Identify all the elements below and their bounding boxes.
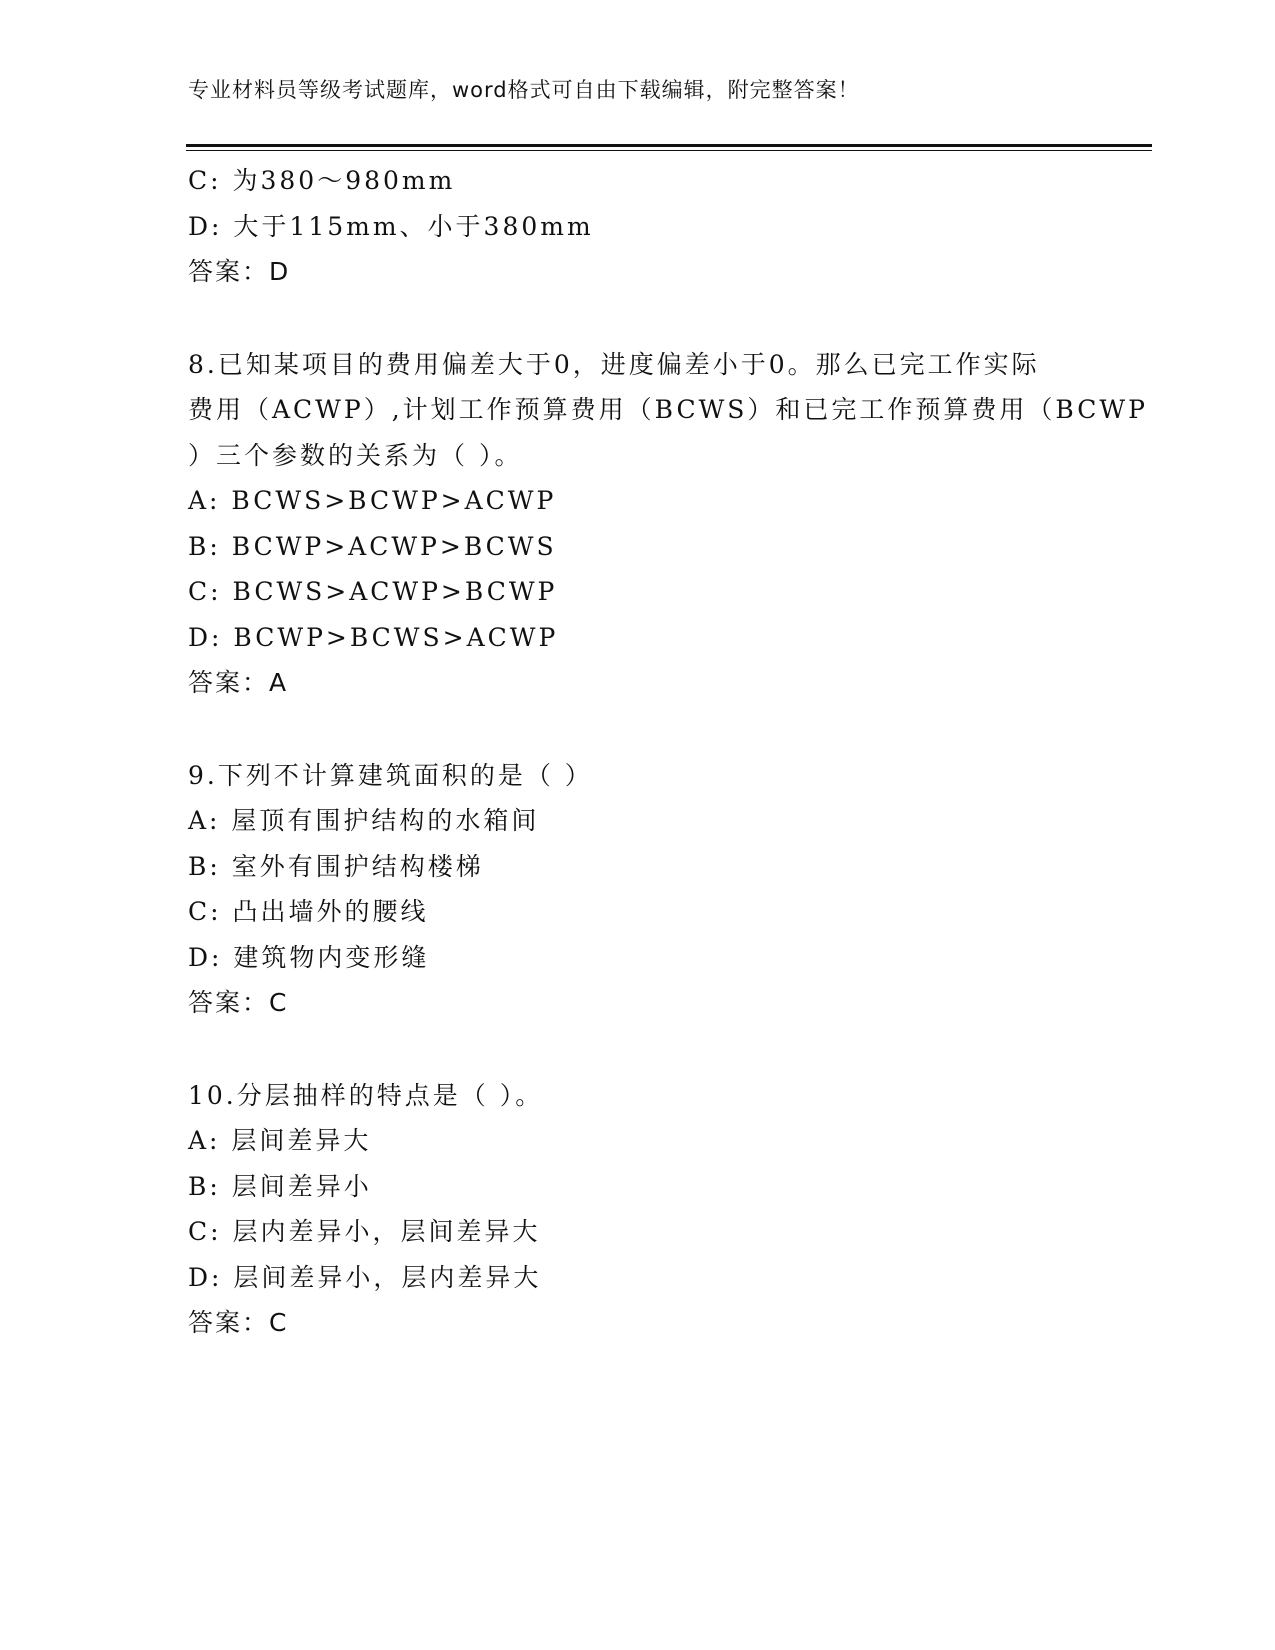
option-line: B: 层间差异小 xyxy=(188,1171,372,1201)
spacer xyxy=(188,1026,1118,1073)
option-line: C: 为380～980mm xyxy=(188,166,456,195)
option-line: C: 凸出墙外的腰线 xyxy=(188,897,429,926)
question-stem: 10.分层抽样的特点是（ ）。 xyxy=(188,1080,544,1110)
answer-line: 答案：C xyxy=(188,1308,289,1337)
option-line: A: 屋顶有围护结构的水箱间 xyxy=(188,806,540,835)
spacer xyxy=(188,295,1118,342)
answer-line: 答案：D xyxy=(188,257,291,286)
option-line: C: 层内差异小，层间差异大 xyxy=(188,1217,541,1246)
question-stem: 9.下列不计算建筑面积的是（ ） xyxy=(188,760,593,790)
question-stem: ）三个参数的关系为（ ）。 xyxy=(188,440,523,470)
question-stem: 费用（ACWP）,计划工作预算费用（BCWS）和已完工作预算费用（BCWP xyxy=(188,395,1148,424)
question-stem: 8.已知某项目的费用偏差大于0，进度偏差小于0。那么已完工作实际 xyxy=(188,349,1040,379)
answer-line: 答案：A xyxy=(188,668,289,697)
spacer xyxy=(188,706,1118,753)
option-line: D: 层间差异小，层内差异大 xyxy=(188,1262,542,1292)
option-line: B: 室外有围护结构楼梯 xyxy=(188,851,484,881)
page-header: 专业材料员等级考试题库，word格式可自由下载编辑，附完整答案！ xyxy=(188,78,860,102)
header-rule-thin xyxy=(186,150,1152,151)
option-line: C: BCWS>ACWP>BCWP xyxy=(188,577,558,606)
option-line: A: 层间差异大 xyxy=(188,1126,372,1155)
question-content xyxy=(188,158,1148,1346)
option-line: D: 大于115mm、小于380mm xyxy=(188,211,594,241)
option-line: A: BCWS>BCWP>ACWP xyxy=(188,486,557,515)
option-line: B: BCWP>ACWP>BCWS xyxy=(188,531,557,561)
option-line: D: 建筑物内变形缝 xyxy=(188,942,430,972)
answer-line: 答案：C xyxy=(188,988,289,1017)
header-rule-thick xyxy=(186,144,1152,147)
option-line: D: BCWP>BCWS>ACWP xyxy=(188,622,559,652)
